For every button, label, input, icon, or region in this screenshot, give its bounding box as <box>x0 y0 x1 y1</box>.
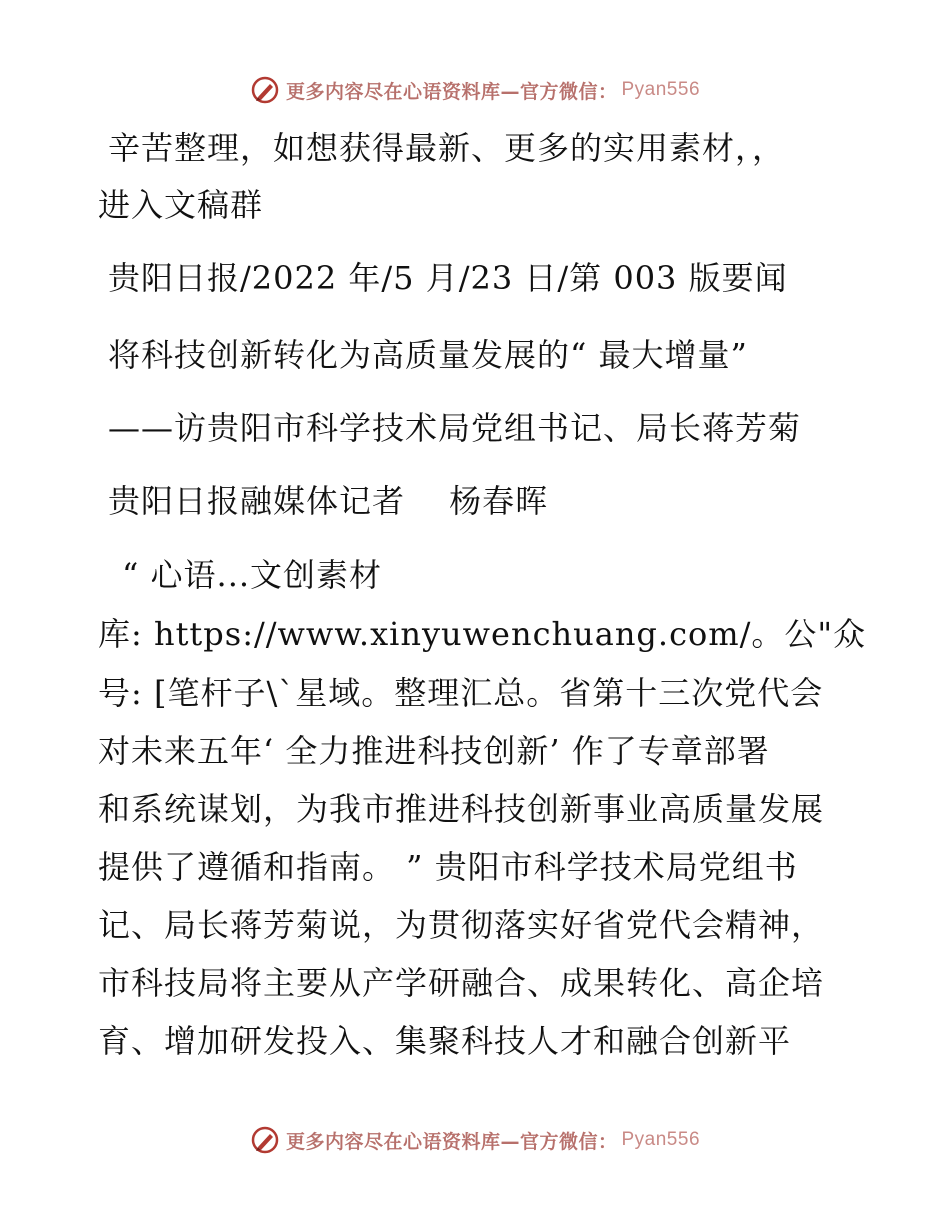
banner-wechat-id: Pyan556 <box>621 1129 701 1150</box>
body-line: 号: [笔杆子\`星域。整理汇总。省第十三次党代会 <box>98 674 824 712</box>
body-line: 记、局长蒋芳菊说，为贯彻落实好省党代会精神， <box>98 906 825 944</box>
body-line: 提供了遵循和指南。 ” 贵阳市科学技术局党组书 <box>98 848 798 886</box>
article-subtitle: ——访贵阳市科学技术局党组书记、局长蒋芳菊 <box>108 409 802 447</box>
intro-line-1: 辛苦整理，如想获得最新、更多的实用素材，， <box>108 129 786 167</box>
banner-text: 更多内容尽在心语资料库—官方微信： <box>285 80 618 103</box>
footer-watermark-banner <box>0 1120 950 1160</box>
body-line: 对未来五年‘ 全力推进科技创新’ 作了专章部署 <box>98 732 770 770</box>
article-source: 贵阳日报/2022 年/5 月/23 日/第 003 版要闻 <box>108 259 788 297</box>
body-line: 育、增加研发投入、集聚科技人才和融合创新平 <box>98 1022 792 1060</box>
body-line: “ 心语...文创素材 <box>122 556 383 594</box>
banner-wechat-id: Pyan556 <box>621 79 701 100</box>
header-watermark-banner <box>0 70 950 110</box>
pen-logo-icon <box>250 1125 280 1155</box>
body-line: 库: https://www.xinyuwenchuang.com/。公"众 <box>98 615 867 653</box>
article-byline: 贵阳日报融媒体记者 杨春晖 <box>108 482 549 520</box>
pen-logo-icon <box>250 75 280 105</box>
banner-text: 更多内容尽在心语资料库—官方微信： <box>285 1130 618 1153</box>
body-line: 和系统谋划，为我市推进科技创新事业高质量发展 <box>98 790 825 828</box>
intro-line-2: 进入文稿群 <box>98 186 264 224</box>
article-title: 将科技创新转化为高质量发展的“ 最大增量” <box>108 336 748 374</box>
body-line: 市科技局将主要从产学研融合、成果转化、高企培 <box>98 964 825 1002</box>
